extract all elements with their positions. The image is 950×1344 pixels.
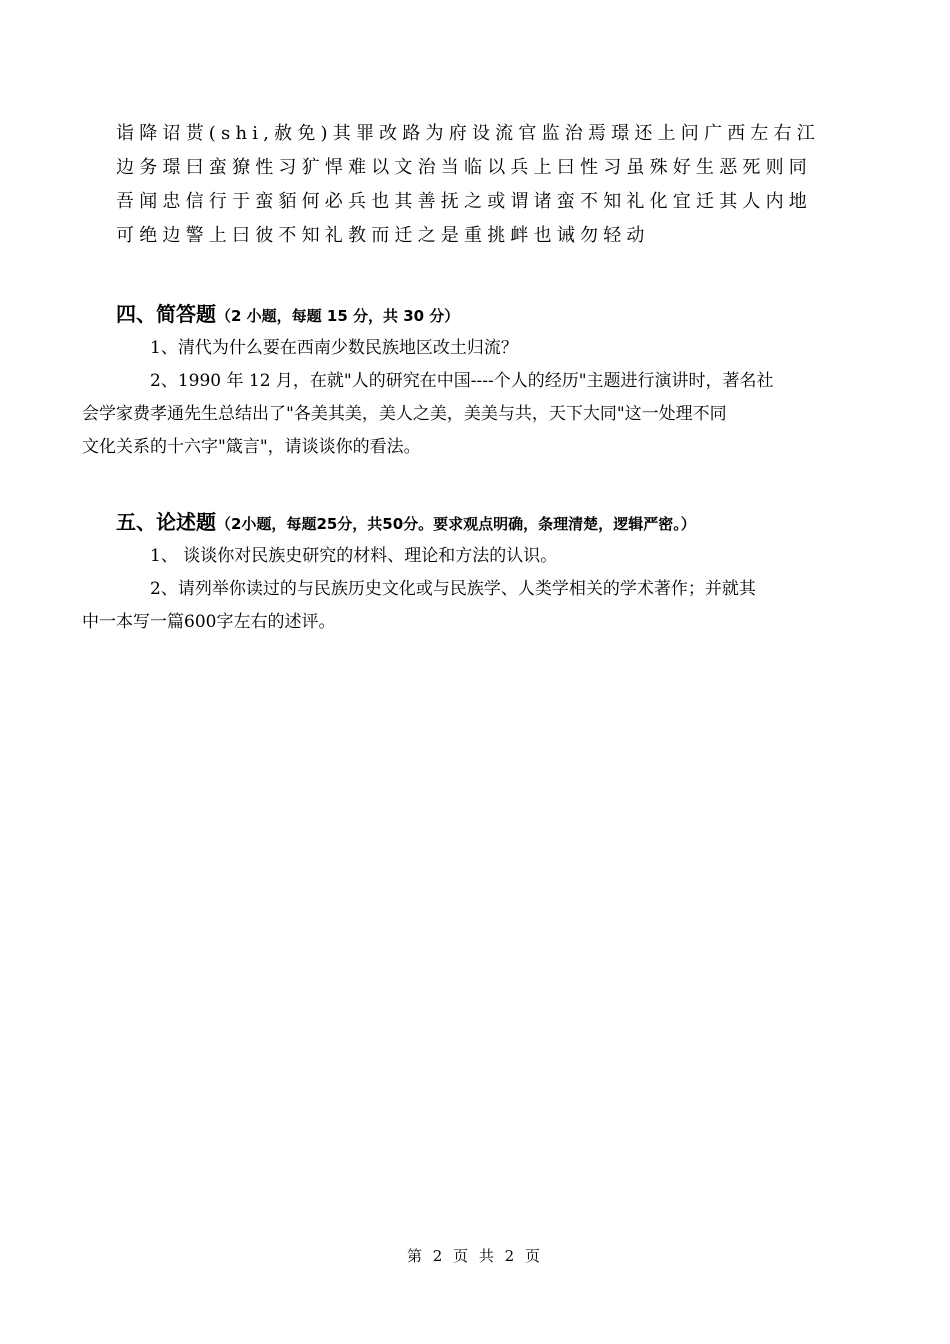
- page-number-footer: 第 2 页 共 2 页: [407, 1247, 543, 1265]
- question-text: 2、1990 年 12 月，在就"人的研究在中国----个人的经历"主题进行演讲时，著名社: [150, 371, 774, 391]
- section-short-answer: [82, 296, 838, 464]
- passage-line: 可绝边警上曰彼不知礼教而迁之是重挑衅也诫勿轻动: [116, 225, 650, 246]
- question-2: [82, 365, 838, 464]
- question-text: 1、清代为什么要在西南少数民族地区改土归流？: [150, 338, 518, 358]
- question-2: [82, 573, 838, 639]
- question-text: 1、 谈谈你对民族史研究的材料、理论和方法的认识。: [150, 546, 558, 566]
- question-1: [116, 332, 838, 365]
- section-scoring-note: （2 小题，每题 15 分，共 30 分）: [216, 307, 460, 325]
- section-heading: [116, 504, 838, 540]
- question-text: 文化关系的十六字"箴言"，请谈谈你的看法。: [82, 437, 421, 457]
- question-text: 会学家费孝通先生总结出了"各美其美，美人之美，美美与共，天下大同"这一处理不同: [82, 404, 727, 424]
- section-scoring-note: （2小题，每题25分，共50分。要求观点明确，条理清楚，逻辑严密。）: [216, 515, 696, 533]
- section-title: 五、论述题: [116, 510, 216, 534]
- section-heading: [116, 296, 838, 332]
- section-essay: [82, 504, 838, 639]
- passage-line: 吾闻忠信行于蛮貊何必兵也其善抚之或谓诸蛮不知礼化宜迁其人内地: [116, 191, 812, 212]
- passage-line: 边务璟曰蛮獠性习犷悍难以文治当临以兵上曰性习虽殊好生恶死则同: [116, 157, 812, 178]
- question-1: [116, 540, 838, 573]
- question-text: 中一本写一篇600字左右的述评。: [82, 612, 336, 632]
- passage-line: 诣降诏贳(shi,赦免)其罪改路为府设流官监治焉璟还上问广西左右江: [116, 123, 820, 144]
- section-title: 四、简答题: [116, 302, 216, 326]
- classical-text-passage: [116, 117, 836, 253]
- question-text: 2、请列举你读过的与民族历史文化或与民族学、人类学相关的学术著作；并就其: [150, 579, 756, 599]
